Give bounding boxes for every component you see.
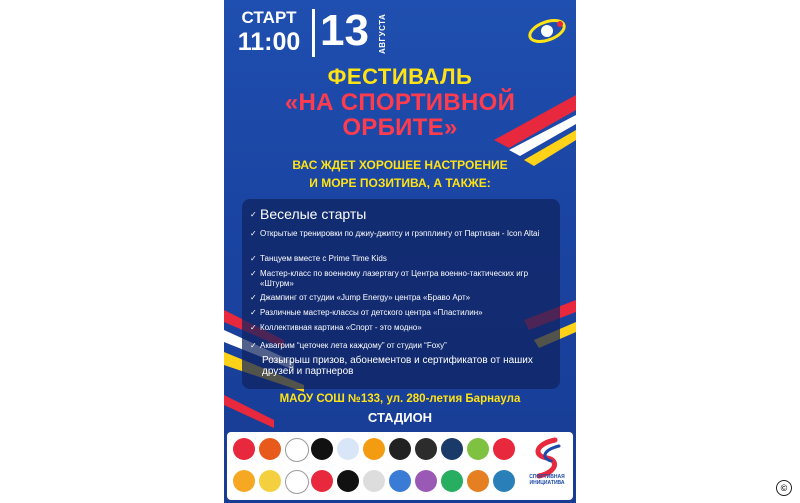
header-divider	[312, 9, 315, 57]
festival-poster	[224, 0, 576, 503]
partner-logo-icon	[363, 470, 385, 492]
subtitle-line1: ВАС ЖДЕТ ХОРОШЕЕ НАСТРОЕНИЕ	[292, 158, 508, 172]
partners-strip	[227, 432, 573, 500]
check-icon: ✓	[250, 323, 257, 332]
header	[224, 6, 576, 58]
partner-logo-icon	[441, 470, 463, 492]
event-month: АВГУСТА	[378, 13, 387, 54]
partner-logo-icon	[285, 470, 309, 494]
event-address: МАОУ СОШ №133, ул. 280-летия Барнаула	[279, 393, 521, 405]
event-day: 13	[320, 6, 369, 55]
start-time: 11:00	[237, 28, 301, 56]
orbit-logo-icon	[526, 14, 568, 48]
check-icon: ✓	[250, 210, 257, 219]
partner-logo-icon	[363, 438, 385, 460]
partner-logo-icon	[337, 470, 359, 492]
check-icon: ✓	[250, 254, 257, 263]
festival-name-line1: «НА СПОРТИВНОЙ	[284, 89, 516, 116]
subtitle	[224, 156, 576, 192]
partner-logo-icon	[493, 438, 515, 460]
partner-logo-icon	[467, 438, 489, 460]
festival-word: ФЕСТИВАЛЬ	[327, 64, 473, 89]
partner-logo-icon	[259, 470, 281, 492]
partner-logo-icon	[233, 438, 255, 460]
festival-title	[224, 64, 576, 140]
sport-initiative-logo-icon	[525, 436, 569, 496]
partner-logo-icon	[493, 470, 515, 492]
partner-logo-icon	[441, 438, 463, 460]
check-icon: ✓	[250, 229, 257, 238]
check-icon: ✓	[250, 341, 257, 350]
partner-logo-icon	[311, 470, 333, 492]
partner-logo-icon	[389, 470, 411, 492]
subtitle-line2: И МОРЕ ПОЗИТИВА, А ТАКЖЕ:	[309, 176, 491, 190]
start-label: СТАРТ	[241, 8, 297, 27]
check-icon: ✓	[250, 293, 257, 302]
partner-logo-icon	[259, 438, 281, 460]
event-venue: СТАДИОН	[367, 410, 433, 425]
partner-logo-icon	[389, 438, 411, 460]
brand-name: СПОРТИВНАЯ ИНИЦИАТИВА	[529, 474, 565, 486]
partner-logo-icon	[337, 438, 359, 460]
partner-logo-icon	[285, 438, 309, 462]
copyright-icon: ©	[776, 480, 792, 496]
partner-logo-icon	[415, 470, 437, 492]
activities-list: ✓ Веселые старты ✓ Открытые тренировки по джиу-джитсу и грэпплингу от Партизан - Icon Altai ✓ Танцуем вместе с Prime Time Kids ✓ Мастер-класс по военному лазертагу от Центра военно-тактических игр «Штурм» ✓ Джампинг от студии «Jump Energy» центра «Браво Арт» ✓ Различные мастер-классы от детского центра «Пластилин» ✓ Коллективная картина «Спорт - это модно» ✓ Аквагрим “цеточек лета каждому” от студии “Foxy” Розыгрыш призов, абонементов и сертификатов от наших друзей и партнеров	[242, 199, 560, 389]
check-icon: ✓	[250, 308, 257, 317]
festival-name-line2: ОРБИТЕ»	[342, 114, 458, 141]
partner-logo-icon	[233, 470, 255, 492]
partner-logo-icon	[311, 438, 333, 460]
check-icon: ✓	[250, 269, 257, 278]
partner-logo-icon	[415, 438, 437, 460]
partner-logo-icon	[467, 470, 489, 492]
